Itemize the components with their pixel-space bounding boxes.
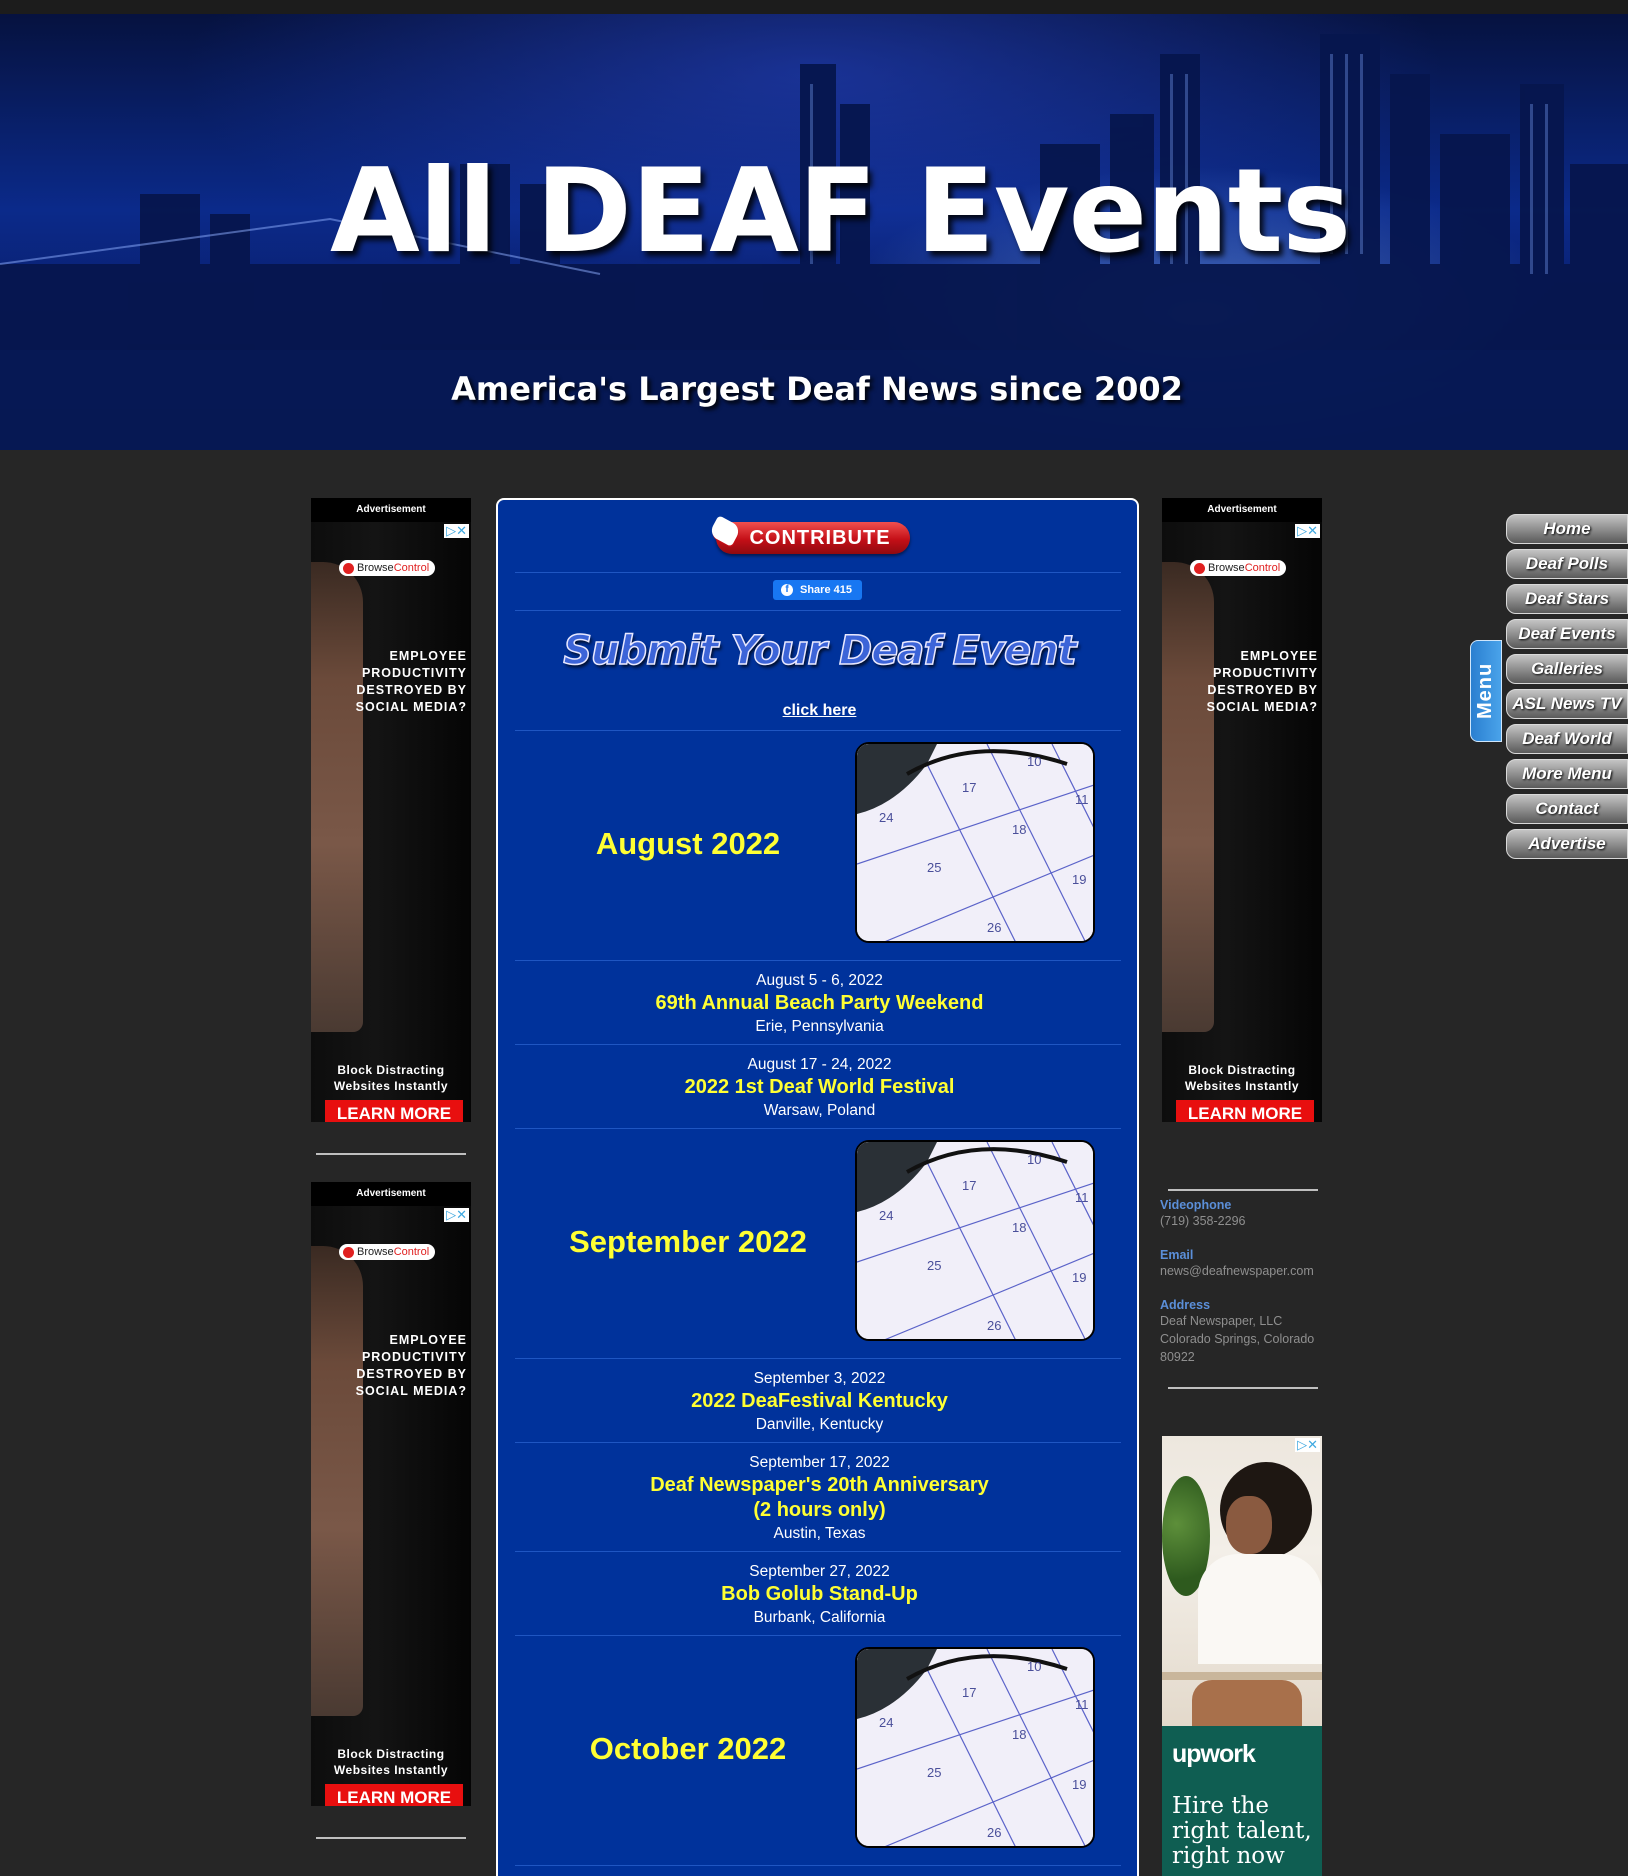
event-entry	[498, 1561, 1139, 1628]
menu-item-more-menu[interactable]: More Menu	[1506, 759, 1628, 789]
divider	[1168, 1387, 1318, 1389]
event-title-link[interactable]: 2022 1st Deaf World Festival	[684, 1076, 955, 1098]
address-line-1: Deaf Newspaper, LLC	[1160, 1314, 1283, 1328]
event-title-link[interactable]: 69th Annual Beach Party Weekend	[655, 992, 984, 1014]
event-title-note[interactable]: (2 hours only)	[753, 1499, 886, 1521]
svg-text:26: 26	[987, 1318, 1002, 1333]
event-entry	[498, 1452, 1139, 1544]
email-label: Email	[1160, 1248, 1194, 1262]
event-date: August 17 - 24, 2022	[747, 1056, 892, 1073]
ad-brand-logo: BrowseControl	[1190, 560, 1286, 576]
upwork-ad-copy: Hire the right talent, right now	[1172, 1793, 1312, 1869]
svg-text:18: 18	[1012, 1727, 1027, 1742]
site-banner	[0, 14, 1628, 450]
calendar-image	[855, 742, 1095, 943]
svg-text:25: 25	[927, 1765, 942, 1780]
menu-tab-label: Menu	[1474, 662, 1496, 719]
left-ad-top[interactable]	[311, 498, 471, 1122]
svg-text:17: 17	[962, 1685, 977, 1700]
ad-label: Advertisement	[1162, 498, 1322, 522]
event-title-link[interactable]: Bob Golub Stand-Up	[721, 1583, 918, 1605]
contact-info	[1160, 1198, 1335, 1366]
menu-toggle-tab[interactable]	[1470, 640, 1502, 742]
month-heading-august: August 2022	[595, 826, 781, 861]
ad-choices-icon[interactable]: ▷✕	[1297, 1437, 1318, 1452]
ad-person-image	[311, 1246, 363, 1716]
menu-item-home[interactable]: Home	[1506, 514, 1628, 544]
svg-text:24: 24	[879, 1715, 894, 1730]
menu-item-advertise[interactable]: Advertise	[1506, 829, 1628, 859]
svg-text:17: 17	[962, 780, 977, 795]
facebook-icon: f	[781, 584, 793, 596]
menu-item-deaf-world[interactable]: Deaf World	[1506, 724, 1628, 754]
menu-item-galleries[interactable]: Galleries	[1506, 654, 1628, 684]
svg-text:19: 19	[1072, 872, 1087, 887]
svg-text:26: 26	[987, 1825, 1002, 1840]
month-heading-september: September 2022	[569, 1224, 807, 1259]
ad-photo	[1162, 1436, 1322, 1726]
event-location: Austin, Texas	[773, 1525, 866, 1542]
videophone-number[interactable]: (719) 358-2296	[1160, 1214, 1246, 1228]
ad-label: Advertisement	[311, 1182, 471, 1206]
ad-headline: EMPLOYEE PRODUCTIVITY DESTROYED BY SOCIAL MEDIA?	[355, 649, 467, 714]
menu-item-deaf-polls[interactable]: Deaf Polls	[1506, 549, 1628, 579]
facebook-share-button[interactable]: f Share 415	[773, 580, 862, 600]
ad-tagline: Block Distracting Websites Instantly	[333, 1747, 449, 1777]
ad-brand-logo: BrowseControl	[339, 1244, 435, 1260]
svg-text:18: 18	[1012, 1220, 1027, 1235]
event-location: Warsaw, Poland	[763, 1102, 876, 1119]
svg-text:11: 11	[1075, 1190, 1089, 1205]
svg-text:11: 11	[1075, 1697, 1089, 1712]
menu-item-deaf-stars[interactable]: Deaf Stars	[1506, 584, 1628, 614]
svg-text:10: 10	[1027, 754, 1042, 769]
side-menu	[1506, 514, 1628, 864]
ad-tagline: Block Distracting Websites Instantly	[1184, 1063, 1300, 1093]
site-title: All DEAF Events	[330, 144, 1351, 279]
divider	[316, 1153, 466, 1155]
svg-text:24: 24	[879, 810, 894, 825]
event-location: Burbank, California	[753, 1609, 886, 1626]
events-panel	[496, 498, 1139, 1876]
menu-item-deaf-events[interactable]: Deaf Events	[1506, 619, 1628, 649]
top-bar	[0, 0, 1628, 14]
left-ad-bottom[interactable]	[311, 1182, 471, 1806]
contribute-button[interactable]: CONTRIBUTE	[716, 522, 910, 554]
ad-headline: EMPLOYEE PRODUCTIVITY DESTROYED BY SOCIAL MEDIA?	[1206, 649, 1318, 714]
svg-text:11: 11	[1075, 792, 1089, 807]
divider	[316, 1837, 466, 1839]
event-entry	[498, 1054, 1139, 1121]
svg-text:24: 24	[879, 1208, 894, 1223]
ad-choices-icon[interactable]: ▷✕	[1297, 523, 1318, 538]
divider	[1168, 1189, 1318, 1191]
ad-learn-more-button[interactable]: LEARN MORE	[1176, 1100, 1314, 1122]
address-label: Address	[1160, 1298, 1211, 1312]
videophone-label: Videophone	[1160, 1198, 1232, 1212]
svg-text:18: 18	[1012, 822, 1027, 837]
month-heading-october: October 2022	[589, 1731, 787, 1766]
event-entry	[498, 1368, 1139, 1435]
pointing-hand-icon	[708, 515, 741, 547]
svg-text:10: 10	[1027, 1152, 1042, 1167]
event-date: September 3, 2022	[753, 1370, 886, 1387]
submit-event-link[interactable]: click here	[782, 702, 857, 719]
address-line-2: Colorado Springs, Colorado	[1160, 1332, 1315, 1346]
svg-text:26: 26	[987, 920, 1002, 935]
email-link[interactable]: news@deafnewspaper.com	[1160, 1264, 1314, 1278]
event-title-link[interactable]: Deaf Newspaper's 20th Anniversary	[650, 1474, 989, 1496]
event-location: Erie, Pennsylvania	[755, 1018, 884, 1035]
upwork-ad[interactable]	[1162, 1436, 1322, 1876]
ad-headline: EMPLOYEE PRODUCTIVITY DESTROYED BY SOCIAL MEDIA?	[355, 1333, 467, 1398]
svg-text:25: 25	[927, 860, 942, 875]
event-location: Danville, Kentucky	[755, 1416, 884, 1433]
ad-tagline: Block Distracting Websites Instantly	[333, 1063, 449, 1093]
ad-brand-logo: BrowseControl	[339, 560, 435, 576]
address-line-3: 80922	[1160, 1350, 1195, 1364]
calendar-image	[855, 1140, 1095, 1341]
ad-person-image	[311, 562, 363, 1032]
svg-text:19: 19	[1072, 1270, 1087, 1285]
ad-learn-more-button[interactable]: LEARN MORE	[325, 1100, 463, 1122]
menu-item-asl-news-tv[interactable]: ASL News TV	[1506, 689, 1628, 719]
svg-text:25: 25	[927, 1258, 942, 1273]
ad-choices-icon[interactable]: ▷✕	[446, 523, 467, 538]
event-entry	[498, 970, 1139, 1037]
svg-text:19: 19	[1072, 1777, 1087, 1792]
submit-event-heading: Submit Your Deaf Event	[563, 628, 1076, 674]
ad-learn-more-button[interactable]: LEARN MORE	[325, 1784, 463, 1806]
calendar-image	[855, 1647, 1095, 1848]
menu-item-contact[interactable]: Contact	[1506, 794, 1628, 824]
ad-choices-icon[interactable]: ▷✕	[446, 1207, 467, 1222]
event-title-link[interactable]: 2022 DeaFestival Kentucky	[691, 1390, 948, 1412]
svg-text:10: 10	[1027, 1659, 1042, 1674]
event-date: September 17, 2022	[749, 1454, 890, 1471]
upwork-logo: upwork	[1172, 1740, 1255, 1768]
event-date: August 5 - 6, 2022	[756, 972, 883, 989]
site-subtitle: America's Largest Deaf News since 2002	[451, 370, 1183, 408]
ad-person-image	[1162, 562, 1214, 1032]
svg-text:17: 17	[962, 1178, 977, 1193]
right-ad-top[interactable]	[1162, 498, 1322, 1122]
ad-label: Advertisement	[311, 498, 471, 522]
event-date: September 27, 2022	[749, 1563, 890, 1580]
